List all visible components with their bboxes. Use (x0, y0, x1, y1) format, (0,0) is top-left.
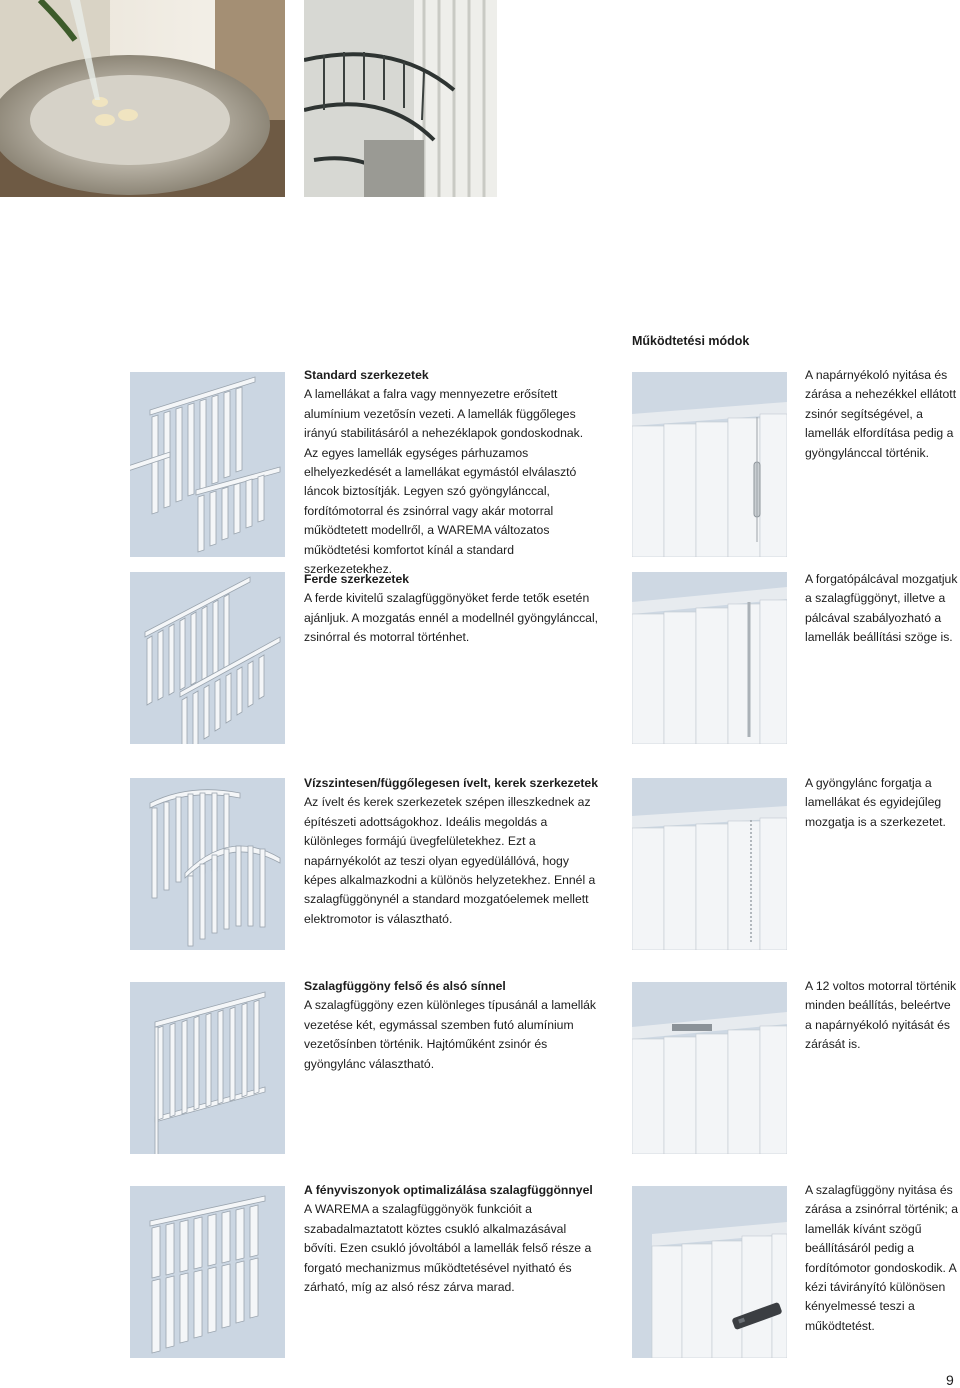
section-curved-heading: Vízszintesen/függőlegesen ívelt, kerek szerkezetek (304, 776, 598, 790)
mode-1-text (805, 366, 960, 463)
section-rails-heading: Szalagfüggöny felső és alsó sínnel (304, 979, 506, 993)
section-sloped-heading: Ferde szerkezetek (304, 572, 410, 586)
section-light-body: A WAREMA a szalagfüggönyök funkcióit a szabadalmaztatott köztes csukló alkalmazásával bővíti. Ezen csukló jóvoltából a lamellák felső része a forgató mechanizmus működtetésével nyitható és zárható, míg az alsó rész zárva marad. (304, 1202, 592, 1295)
mode-2-description: A forgatópálcával mozgatjuk a szalagfüggönyt, illetve a pálcával szabályozható a lamellák beállítási szöge is. (805, 572, 958, 645)
photo-bowl-candles (0, 0, 285, 197)
mode-1-description: A napárnyékoló nyitása és zárása a nehezékkel ellátott zsinór segítségével, a lamellák elfordítása pedig a gyöngylánccal történik. (805, 368, 957, 460)
mode-5-text (805, 1181, 960, 1336)
mode-4-description: A 12 voltos motorral történik minden beállítás, beleértve a napárnyékoló nyitását és zárását is. (805, 979, 957, 1052)
photo-mode-12v-motor (632, 982, 787, 1154)
section-standard-heading: Standard szerkezetek (304, 368, 429, 382)
photo-staircase (304, 0, 497, 197)
illustration-top-bottom-rail-blinds (130, 982, 285, 1154)
illustration-sloped-blinds (130, 572, 285, 744)
section-light-heading: A fényviszonyok optimalizálása szalagfüggönnyel (304, 1183, 593, 1197)
section-rails-body: A szalagfüggöny ezen különleges típusánál a lamellák vezetése két, egymással szemben futó alumínium vezetősínben történik. Hajtóműként zsinór és gyöngylánc választható. (304, 998, 597, 1071)
section-curved-text (304, 774, 599, 929)
photo-mode-cord-chain (632, 372, 787, 557)
section-sloped-body: A ferde kivitelű szalagfüggönyöket ferde tetők esetén ajánljuk. A mozgatás ennél a modellnél gyöngylánccal, zsinórral és motorral történhet. (304, 591, 599, 645)
photo-mode-bead-chain (632, 778, 787, 950)
mode-4-text (805, 977, 960, 1055)
mode-3-description: A gyöngylánc forgatja a lamellákat és egyidejűleg mozgatja is a szerkezetet. (805, 776, 946, 829)
section-title: Működtetési módok (632, 334, 750, 348)
page-number: 9 (946, 1372, 954, 1388)
section-sloped-text (304, 570, 599, 648)
photo-mode-wand (632, 572, 787, 744)
illustration-standard-blinds (130, 372, 285, 557)
section-curved-body: Az ívelt és kerek szerkezetek szépen illeszkednek az építészeti adottságokhoz. Ideális megoldás a különleges formájú üvegfelületekhez. Ezt a napárnyékolót az teszi olyan egyedülállóvá, hogy képes alkalmazkodni a különös helyzetekhez. Ennél a szalagfüggönynél a standard mozgatóelemek mellett elektromotor is választható. (304, 795, 596, 926)
photo-mode-remote-control (632, 1186, 787, 1358)
mode-2-text (805, 570, 960, 648)
section-standard-text (304, 366, 599, 579)
illustration-curved-blinds (130, 778, 285, 950)
illustration-split-lamella-blinds (130, 1186, 285, 1358)
section-rails-text (304, 977, 599, 1074)
section-light-text (304, 1181, 599, 1297)
section-standard-body: A lamellákat a falra vagy mennyezetre erősített alumínium vezetősín vezeti. A lamellák függőleges irányú stabilitásáról a nehezéklapok gondoskodnak. Az egyes lamellák egységes párhuzamos elhelyezkedését a lamellákat egymástól elválasztó láncok biztosítják. Legyen szó gyöngylánccal, fordítómotorral és zsinórral vagy akár motorral működtetett modellről, a WAREMA változatos működtetési komfortot kínál a standard szerkezetekhez. (304, 387, 584, 577)
mode-3-text (805, 774, 960, 832)
mode-5-description: A szalagfüggöny nyitása és zárása a zsinórral történik; a lamellák kívánt szögű beállításáról pedig a fordítómotor gondoskodik. A kézi távirányító különösen kényelmessé teszi a működtetést. (805, 1183, 959, 1333)
